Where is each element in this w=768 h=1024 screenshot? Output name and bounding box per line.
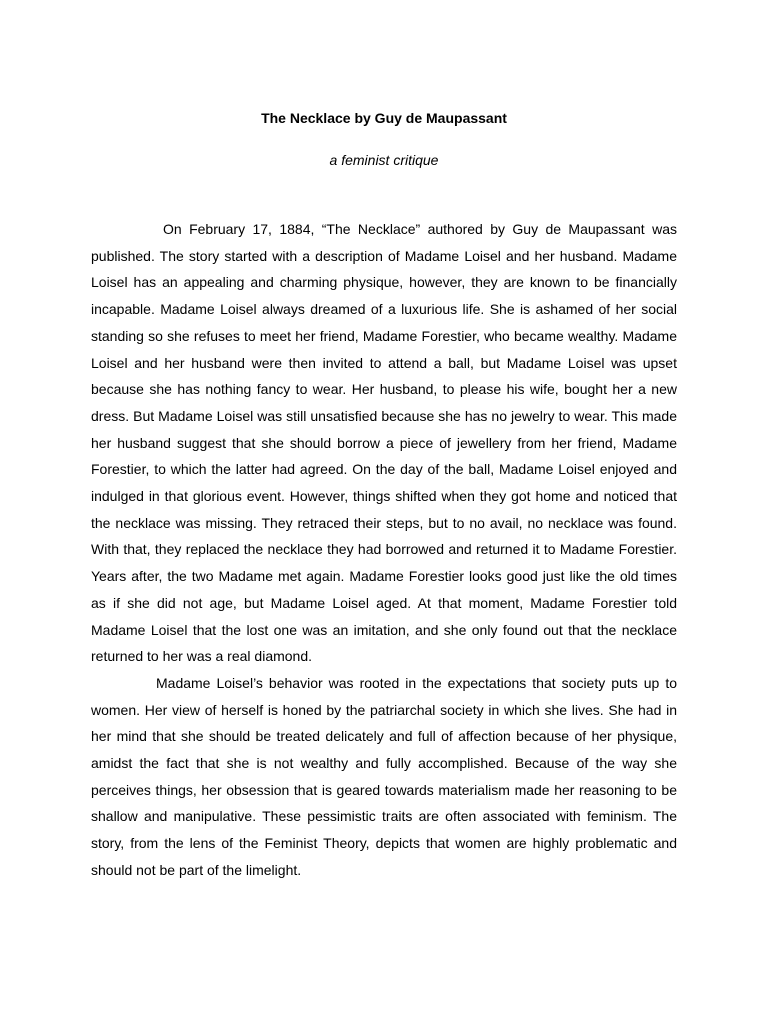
document-body [91,216,677,884]
document-subtitle: a feminist critique [329,152,439,168]
paragraph-1: On February 17, 1884, “The Necklace” authored by Guy de Maupassant was published. The story started with a description of Madame Loisel and her husband. Madame Loisel has an appealing and charming physique, however, they are known to be financially incapable. Madame Loisel always dreamed of a luxurious life. She is ashamed of her social standing so she refuses to meet her friend, Madame Forestier, who became wealthy. Madame Loisel and her husband were then invited to attend a ball, but Madame Loisel was upset because she has nothing fancy to wear. Her husband, to please his wife, bought her a new dress. But Madame Loisel was still unsatisfied because she has no jewelry to wear. This made her husband suggest that she should borrow a piece of jewellery from her friend, Madame Forestier, to which the latter had agreed. On the day of the ball, Madame Loisel enjoyed and indulged in that glorious event. However, things shifted when they got home and noticed that the necklace was missing. They retraced their steps, but to no avail, no necklace was found. With that, they replaced the necklace they had borrowed and returned it to Madame Forestier. Years after, the two Madame met again. Madame Forestier looks good just like the old times as if she did not age, but Madame Loisel aged. At that moment, Madame Forestier told Madame Loisel that the lost one was an imitation, and she only found out that the necklace returned to her was a real diamond. [91,221,677,665]
document-title: The Necklace by Guy de Maupassant [261,110,507,126]
paragraph-2: Madame Loisel’s behavior was rooted in the expectations that society puts up to women. Her view of herself is honed by the patriarchal society in which she lives. She had in her mind that she should be treated delicately and full of affection because of her physique, amidst the fact that she is not wealthy and fully accomplished. Because of the way she perceives things, her obsession that is geared towards materialism made her reasoning to be shallow and manipulative. These pessimistic traits are often associated with feminism. The story, from the lens of the Feminist Theory, depicts that women are highly problematic and should not be part of the limelight. [91,674,677,878]
